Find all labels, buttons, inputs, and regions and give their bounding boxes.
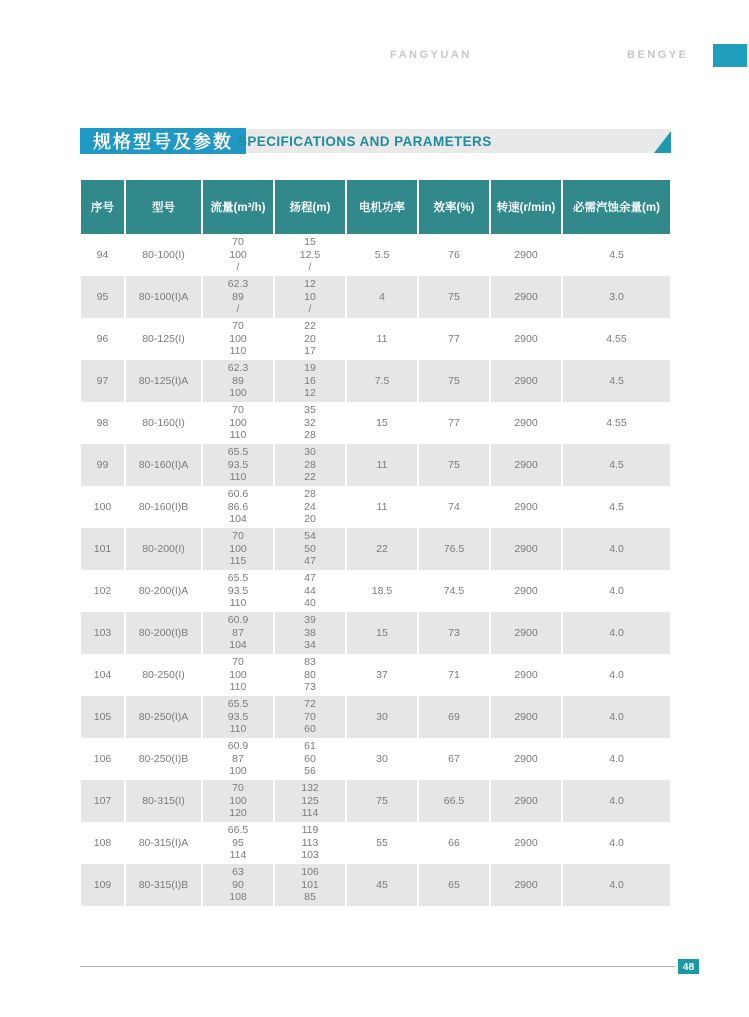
table-cell — [275, 780, 345, 822]
table-cell: 67 — [419, 738, 489, 780]
cell-line: 60 — [304, 723, 316, 736]
cell-line: 19 — [304, 362, 316, 375]
cell-line: 85 — [304, 891, 316, 904]
table-cell: 2900 — [491, 444, 561, 486]
cell-line: 80 — [304, 668, 316, 681]
table-row — [81, 738, 670, 780]
cell-line: 38 — [304, 626, 316, 639]
cell-line: 93.5 — [227, 458, 249, 471]
table-row — [81, 654, 670, 696]
table-cell: 4.0 — [563, 738, 670, 780]
cell-line: 62.3 — [227, 362, 249, 375]
table-cell: 18.5 — [347, 570, 417, 612]
table-cell: 80-315(I)A — [126, 822, 201, 864]
table-cell: 4 — [347, 276, 417, 318]
cell-line: 70 — [232, 782, 244, 795]
table-cell — [203, 654, 273, 696]
cell-line: 86.6 — [227, 500, 249, 513]
table-cell: 2900 — [491, 528, 561, 570]
table-row — [81, 528, 670, 570]
cell-line: 65.5 — [227, 698, 249, 711]
cell-line: 101 — [301, 878, 319, 891]
cell-line: 100 — [229, 765, 247, 778]
table-cell — [203, 864, 273, 906]
table-cell: 66.5 — [419, 780, 489, 822]
table-cell: 100 — [81, 486, 124, 528]
table-cell: 80-315(I)B — [126, 864, 201, 906]
table-row — [81, 486, 670, 528]
cell-line: 44 — [304, 584, 316, 597]
cell-line: 110 — [229, 345, 247, 358]
section-title-zh: 规格型号及参数 — [80, 128, 246, 154]
cell-line: 90 — [232, 878, 244, 891]
cell-line: 60.6 — [227, 488, 249, 501]
cell-line: 114 — [229, 849, 247, 862]
cell-line: 20 — [304, 332, 316, 345]
table-cell: 2900 — [491, 318, 561, 360]
cell-line: 28 — [304, 488, 316, 501]
table-cell: 105 — [81, 696, 124, 738]
section-title-en: SPECIFICATIONS AND PARAMETERS — [238, 133, 492, 149]
cell-line: 12.5 — [299, 248, 321, 261]
cell-line: 66.5 — [227, 824, 249, 837]
table-cell — [203, 402, 273, 444]
table-cell: 2900 — [491, 822, 561, 864]
cell-line: 100 — [229, 248, 247, 261]
cell-line: 24 — [304, 500, 316, 513]
table-header-row — [81, 180, 670, 234]
page-number-badge: 48 — [678, 959, 699, 974]
cell-line: 119 — [301, 824, 319, 837]
cell-line: 100 — [229, 387, 247, 400]
cell-line: 93.5 — [227, 584, 249, 597]
table-cell: 15 — [347, 402, 417, 444]
table-cell: 4.0 — [563, 822, 670, 864]
table-cell: 2900 — [491, 360, 561, 402]
table-cell: 2900 — [491, 276, 561, 318]
cell-line: 108 — [229, 891, 247, 904]
table-cell: 80-250(I)B — [126, 738, 201, 780]
table-cell — [203, 234, 273, 276]
table-cell: 30 — [347, 696, 417, 738]
table-cell: 4.55 — [563, 318, 670, 360]
table-cell: 74 — [419, 486, 489, 528]
table-cell: 4.0 — [563, 696, 670, 738]
cell-line: 35 — [304, 404, 316, 417]
footer-rule — [80, 966, 675, 967]
table-cell: 80-100(I)A — [126, 276, 201, 318]
cell-line: 95 — [232, 836, 244, 849]
table-body — [81, 234, 670, 906]
table-cell: 2900 — [491, 864, 561, 906]
cell-line: 100 — [229, 416, 247, 429]
cell-line: 50 — [304, 542, 316, 555]
table-cell: 108 — [81, 822, 124, 864]
cell-line: 28 — [304, 458, 316, 471]
table-cell — [203, 528, 273, 570]
table-cell — [275, 822, 345, 864]
table-cell: 4.5 — [563, 486, 670, 528]
table-cell — [203, 780, 273, 822]
table-cell — [203, 276, 273, 318]
table-cell: 11 — [347, 318, 417, 360]
table-cell: 76 — [419, 234, 489, 276]
table-cell: 2900 — [491, 612, 561, 654]
table-cell: 30 — [347, 738, 417, 780]
table-cell: 11 — [347, 444, 417, 486]
cell-line: 40 — [304, 597, 316, 610]
table-cell — [203, 444, 273, 486]
cell-line: 100 — [229, 332, 247, 345]
table-cell: 80-160(I) — [126, 402, 201, 444]
cell-line: 15 — [304, 236, 316, 249]
cell-line: 60 — [304, 752, 316, 765]
cell-line: 83 — [304, 656, 316, 669]
table-cell: 80-160(I)B — [126, 486, 201, 528]
cell-line: / — [308, 261, 312, 274]
cell-line: 132 — [301, 782, 319, 795]
section-title-bar — [80, 129, 671, 153]
cell-line: 110 — [229, 597, 247, 610]
table-cell: 109 — [81, 864, 124, 906]
table-cell: 37 — [347, 654, 417, 696]
table-cell: 80-315(I) — [126, 780, 201, 822]
table-cell — [275, 612, 345, 654]
table-cell — [275, 864, 345, 906]
cell-line: 110 — [229, 723, 247, 736]
table-cell: 4.55 — [563, 402, 670, 444]
cell-line: 60.9 — [227, 740, 249, 753]
table-cell: 4.5 — [563, 234, 670, 276]
cell-line: 22 — [304, 320, 316, 333]
table-cell: 45 — [347, 864, 417, 906]
table-row — [81, 444, 670, 486]
cell-line: 89 — [232, 374, 244, 387]
table-cell: 94 — [81, 234, 124, 276]
cell-line: 30 — [304, 446, 316, 459]
table-cell: 77 — [419, 318, 489, 360]
cell-line: 12 — [304, 278, 316, 291]
table-row — [81, 360, 670, 402]
cell-line: 70 — [304, 710, 316, 723]
cell-line: 114 — [301, 807, 319, 820]
table-cell: 75 — [419, 276, 489, 318]
cell-line: 100 — [229, 794, 247, 807]
cell-line: 56 — [304, 765, 316, 778]
corner-accent-square — [713, 44, 747, 67]
column-header: 流量(m³/h) — [203, 180, 273, 234]
cell-line: 70 — [232, 320, 244, 333]
table-cell: 2900 — [491, 234, 561, 276]
cell-line: 125 — [301, 794, 319, 807]
cell-line: 87 — [232, 626, 244, 639]
cell-line: / — [236, 261, 240, 274]
table-cell: 4.0 — [563, 654, 670, 696]
table-cell — [203, 738, 273, 780]
cell-line: 70 — [232, 236, 244, 249]
table-cell: 4.0 — [563, 780, 670, 822]
cell-line: 115 — [229, 555, 247, 568]
table-cell: 11 — [347, 486, 417, 528]
cell-line: 62.3 — [227, 278, 249, 291]
table-row — [81, 780, 670, 822]
column-header: 型号 — [126, 180, 201, 234]
table-cell: 96 — [81, 318, 124, 360]
table-cell: 71 — [419, 654, 489, 696]
table-cell: 80-160(I)A — [126, 444, 201, 486]
table-cell: 4.0 — [563, 570, 670, 612]
brand-bengye: BENGYE — [627, 49, 689, 61]
cell-line: 100 — [229, 668, 247, 681]
table-cell — [275, 444, 345, 486]
table-cell: 80-200(I)B — [126, 612, 201, 654]
table-cell: 102 — [81, 570, 124, 612]
table-cell: 99 — [81, 444, 124, 486]
cell-line: 110 — [229, 429, 247, 442]
table-row — [81, 612, 670, 654]
table-cell: 75 — [419, 360, 489, 402]
table-cell — [275, 234, 345, 276]
table-cell: 80-125(I) — [126, 318, 201, 360]
cell-line: 72 — [304, 698, 316, 711]
cell-line: 32 — [304, 416, 316, 429]
table-cell: 80-200(I) — [126, 528, 201, 570]
table-cell: 73 — [419, 612, 489, 654]
cell-line: 73 — [304, 681, 316, 694]
table-row — [81, 402, 670, 444]
table-cell: 75 — [347, 780, 417, 822]
cell-line: 89 — [232, 290, 244, 303]
table-cell: 107 — [81, 780, 124, 822]
table-cell — [275, 654, 345, 696]
cell-line: 70 — [232, 530, 244, 543]
cell-line: 47 — [304, 555, 316, 568]
table-cell: 2900 — [491, 654, 561, 696]
table-cell: 2900 — [491, 570, 561, 612]
cell-line: 10 — [304, 290, 316, 303]
table-cell: 2900 — [491, 780, 561, 822]
table-cell: 77 — [419, 402, 489, 444]
cell-line: 110 — [229, 471, 247, 484]
cell-line: 106 — [301, 866, 319, 879]
table-cell: 2900 — [491, 486, 561, 528]
table-cell: 75 — [419, 444, 489, 486]
table-cell: 104 — [81, 654, 124, 696]
table-cell — [275, 738, 345, 780]
cell-line: 65.5 — [227, 446, 249, 459]
column-header: 转速(r/min) — [491, 180, 561, 234]
table-cell: 97 — [81, 360, 124, 402]
table-row — [81, 276, 670, 318]
table-cell: 101 — [81, 528, 124, 570]
cell-line: 60.9 — [227, 614, 249, 627]
table-cell: 15 — [347, 612, 417, 654]
table-cell — [275, 360, 345, 402]
cell-line: 63 — [232, 866, 244, 879]
cell-line: 12 — [304, 387, 316, 400]
cell-line: 87 — [232, 752, 244, 765]
cell-line: 70 — [232, 404, 244, 417]
column-header: 序号 — [81, 180, 124, 234]
table-cell: 76.5 — [419, 528, 489, 570]
table-cell: 74.5 — [419, 570, 489, 612]
cell-line: 47 — [304, 572, 316, 585]
cell-line: 113 — [301, 836, 319, 849]
cell-line: / — [236, 303, 240, 316]
cell-line: 104 — [229, 513, 247, 526]
table-cell — [275, 318, 345, 360]
table-cell: 55 — [347, 822, 417, 864]
cell-line: 17 — [304, 345, 316, 358]
table-cell: 4.5 — [563, 360, 670, 402]
cell-line: 16 — [304, 374, 316, 387]
cell-line: 100 — [229, 542, 247, 555]
cell-line: 20 — [304, 513, 316, 526]
table-cell: 2900 — [491, 402, 561, 444]
cell-line: 22 — [304, 471, 316, 484]
table-cell: 80-200(I)A — [126, 570, 201, 612]
cell-line: 103 — [301, 849, 319, 862]
table-cell — [275, 276, 345, 318]
table-cell: 106 — [81, 738, 124, 780]
table-cell: 95 — [81, 276, 124, 318]
table-cell: 3.0 — [563, 276, 670, 318]
table-cell — [203, 570, 273, 612]
table-cell: 103 — [81, 612, 124, 654]
table-row — [81, 696, 670, 738]
table-cell — [203, 318, 273, 360]
column-header: 电机功率 — [347, 180, 417, 234]
table-cell: 66 — [419, 822, 489, 864]
table-cell: 4.0 — [563, 612, 670, 654]
table-cell: 2900 — [491, 696, 561, 738]
brand-fangyuan: FANGYUAN — [390, 49, 472, 61]
cell-line: 28 — [304, 429, 316, 442]
table-cell: 2900 — [491, 738, 561, 780]
cell-line: 54 — [304, 530, 316, 543]
table-cell — [275, 696, 345, 738]
table-cell: 98 — [81, 402, 124, 444]
cell-line: 70 — [232, 656, 244, 669]
table-cell: 80-125(I)A — [126, 360, 201, 402]
table-cell: 4.5 — [563, 444, 670, 486]
cell-line: 120 — [229, 807, 247, 820]
table-cell — [203, 486, 273, 528]
cell-line: 61 — [304, 740, 316, 753]
table-row — [81, 864, 670, 906]
table-cell: 22 — [347, 528, 417, 570]
spec-table — [81, 180, 670, 906]
table-cell: 4.0 — [563, 864, 670, 906]
column-header: 扬程(m) — [275, 180, 345, 234]
column-header: 效率(%) — [419, 180, 489, 234]
table-cell — [275, 402, 345, 444]
cell-line: 39 — [304, 614, 316, 627]
table-cell: 80-100(I) — [126, 234, 201, 276]
table-row — [81, 234, 670, 276]
table-cell — [203, 822, 273, 864]
table-row — [81, 822, 670, 864]
table-cell: 69 — [419, 696, 489, 738]
cell-line: 34 — [304, 639, 316, 652]
table-cell: 7.5 — [347, 360, 417, 402]
table-row — [81, 570, 670, 612]
table-cell — [275, 486, 345, 528]
table-cell: 80-250(I)A — [126, 696, 201, 738]
table-cell — [203, 696, 273, 738]
table-cell — [203, 612, 273, 654]
table-cell: 80-250(I) — [126, 654, 201, 696]
column-header: 必需汽蚀余量(m) — [563, 180, 670, 234]
cell-line: 104 — [229, 639, 247, 652]
title-triangle-accent — [654, 131, 671, 153]
cell-line: 110 — [229, 681, 247, 694]
table-cell: 4.0 — [563, 528, 670, 570]
table-row — [81, 318, 670, 360]
table-cell — [275, 528, 345, 570]
cell-line: / — [308, 303, 312, 316]
table-cell: 65 — [419, 864, 489, 906]
table-cell: 5.5 — [347, 234, 417, 276]
cell-line: 65.5 — [227, 572, 249, 585]
table-cell — [275, 570, 345, 612]
cell-line: 93.5 — [227, 710, 249, 723]
table-cell — [203, 360, 273, 402]
